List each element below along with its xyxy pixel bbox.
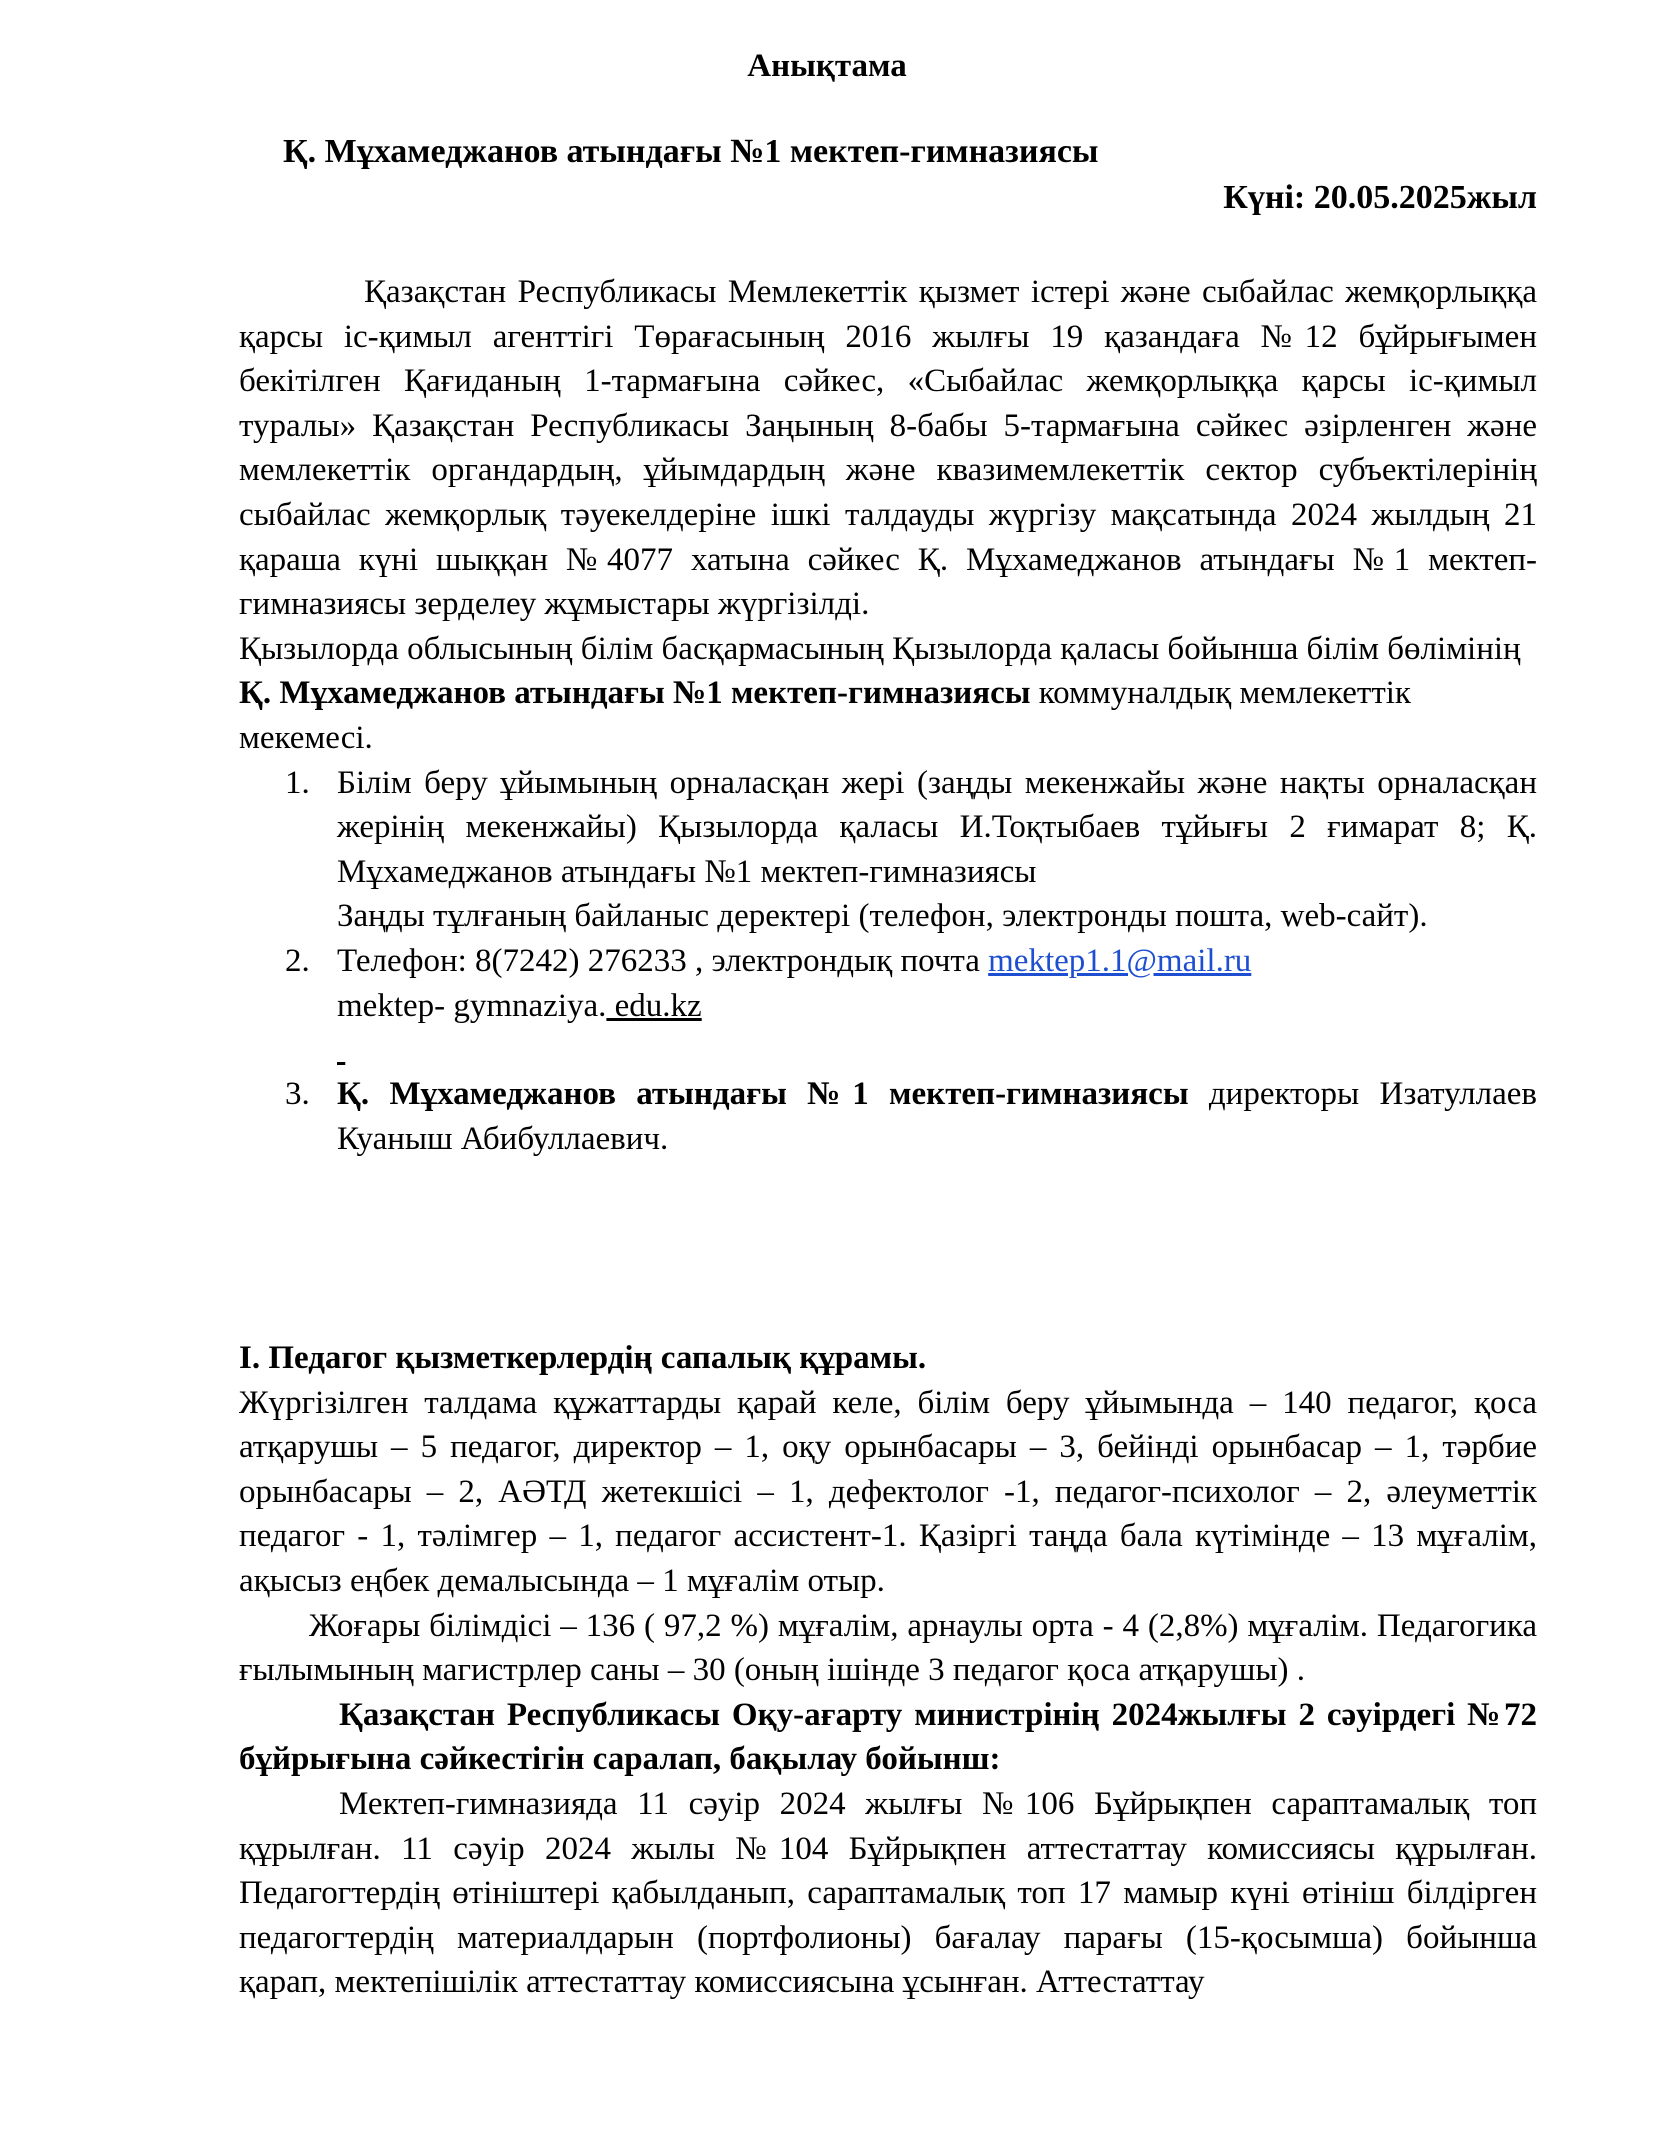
education-paragraph: Жоғары білімдісі – 136 ( 97,2 %) мұғалім, арнаулы орта - 4 (2,8%) мұғалім. Педагогика ғылымының магистрлер саны – 30 (оның ішінде 3 педагог қоса атқарушы) .: [239, 1607, 1537, 1689]
spacer: [337, 1028, 1537, 1072]
staff-paragraph: Жүргізілген талдама құжаттарды қарай келе, білім беру ұйымында – 140 педагог, қоса атқарушы – 5 педагог, директор – 1, оқу орынбасары – 3, бейінді орынбасар – 1, тәрбие орынбасары – 2, АӘТД жетекшісі – 1, дефектолог -1, педагог-психолог – 2, әлеуметтік педагог - 1, тәлімгер – 1, педагог ассистент-1. Қазіргі таңда бала күтімінде – 13 мұғалім, ақысыз еңбек демалысында – 1 мұғалім отыр.: [239, 1384, 1537, 1599]
director-school-bold: Қ. Мұхамеджанов атындағы №1 мектеп-гимназиясы: [337, 1076, 1189, 1113]
list-item-1: [239, 761, 1537, 939]
underline-mark: [337, 1032, 345, 1068]
list-item-3: [239, 1072, 1537, 1161]
intro-block: [239, 270, 1537, 1161]
document-title: Анықтама: [747, 48, 907, 84]
attestation-paragraph: Мектеп-гимназияда 11 сәуір 2024 жылғы №106 Бұйрықпен сараптамалық топ құрылған. 11 сәуір 2024 жылы №104 Бұйрықпен аттестаттау комиссиясы құрылған. Педагогтердің өтініштері қабылданып, сараптамалық топ 17 мамыр күні өтініш білдірген педагогтердің материалдарын (портфолионы) бағалау парағы (15-қосымша) бойынша қарап, мектепішілік аттестаттау комиссиясына ұсынған. Аттестаттау: [239, 1785, 1537, 2001]
info-list: [239, 761, 1537, 1162]
school-name-heading: Қ. Мұхамеджанов атындағы №1 мектеп-гимназиясы: [283, 133, 1099, 170]
director-text: директоры Изатуллаев Куаныш Абибуллаевич.: [337, 1076, 1537, 1157]
list-number: 2.: [285, 942, 310, 979]
website-line: [337, 984, 1537, 1029]
section-1: [239, 1336, 1537, 2005]
website-prefix: mektep- gymnaziya.: [337, 987, 607, 1024]
contact-details-label: Заңды тұлғаның байланыс деректері (телефон, электронды пошта, web-сайт).: [337, 898, 1428, 935]
institution-text-end: коммуналдық мемлекеттік мекемесі.: [239, 675, 1411, 756]
list-item-2: [239, 939, 1537, 1072]
phone-text: Телефон: 8(7242) 276233 , электрондық почта: [337, 942, 989, 979]
email-link[interactable]: mektep1.1@mail.ru: [988, 942, 1252, 979]
document-date: Күні: 20.05.2025жыл: [1223, 179, 1537, 216]
website-domain: edu.kz: [606, 987, 702, 1024]
institution-name-bold: Қ. Мұхамеджанов атындағы №1 мектеп-гимназиясы: [239, 675, 1031, 712]
intro-paragraph: Қазақстан Республикасы Мемлекеттік қызмет істері және сыбайлас жемқорлыққа қарсы іс-қимыл агенттігі Төрағасының 2016 жылғы 19 қазандаға №12 бұйрығымен бекітілген Қағиданың 1-тармағына сәйкес, «Сыбайлас жемқорлыққа қарсы іс-қимыл туралы» Қазақстан Республикасы Заңының 8-бабы 5-тармағына сәйкес әзірленген және мемлекеттік органдардың, ұйымдардың және квазимемлекеттік сектор субъектілерінің сыбайлас жемқорлық тәуекелдеріне ішкі талдауды жүргізу мақсатында 2024 жылдың 21 қараша күні шыққан №4077 хатына сәйкес Қ. Мұхамеджанов атындағы №1 мектеп-гимназиясы зерделеу жұмыстары жүргізілді.: [239, 274, 1537, 623]
list-number: 1.: [285, 764, 310, 801]
institution-paragraph: [239, 627, 1537, 761]
ministry-order-subheading: Қазақстан Республикасы Оқу-ағарту министрінің 2024жылғы 2 сәуірдегі №72 бұйрығына сәйкестігін саралап, бақылау бойынш:: [239, 1696, 1537, 1778]
list-number: 3.: [285, 1076, 310, 1113]
institution-text-start: Қызылорда облысының білім басқармасының Қызылорда қаласы бойынша білім бөлімінің: [239, 630, 1521, 667]
section-heading: І. Педагог қызметкерлердің сапалық құрамы.: [239, 1340, 927, 1376]
list-item-text: Білім беру ұйымының орналасқан жері (заңды мекенжайы және нақты орналасқан жерінің мекенжайы) Қызылорда қаласы И.Тоқтыбаев тұйығы 2 ғимарат 8; Қ. Мұхамеджанов атындағы №1 мектеп-гимназиясы: [337, 764, 1537, 890]
